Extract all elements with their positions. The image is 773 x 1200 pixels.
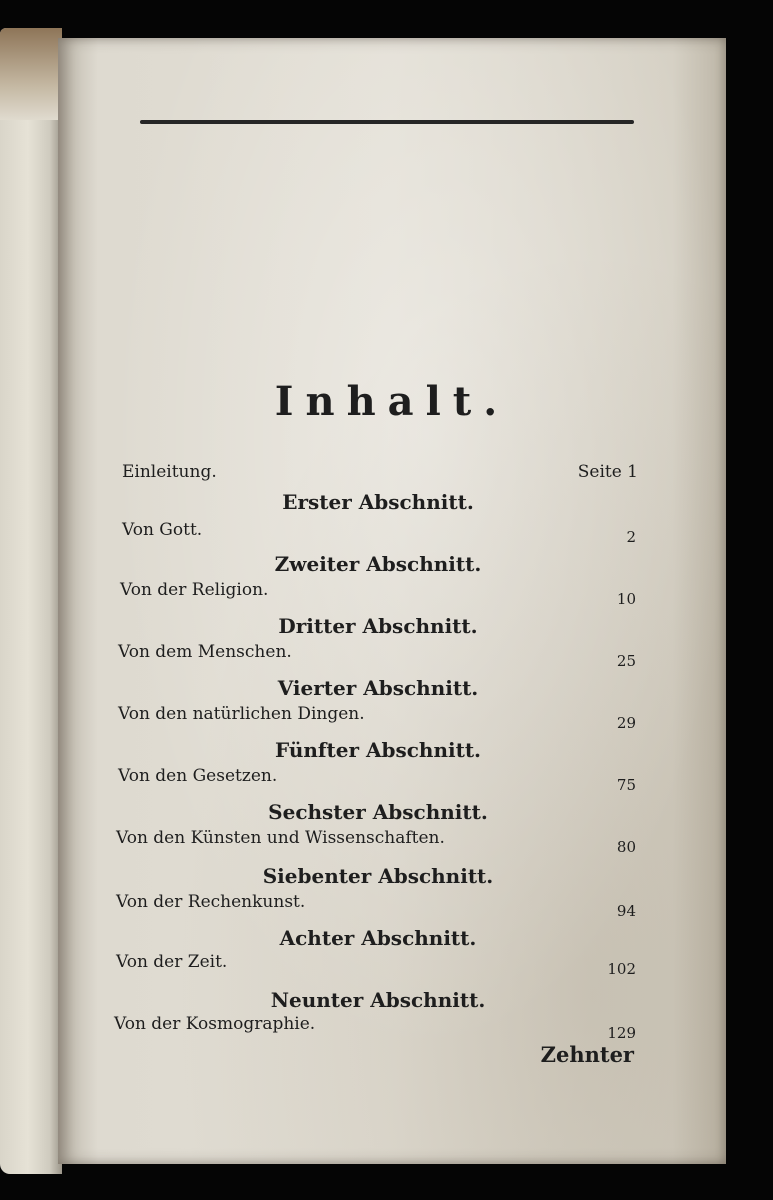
book-page <box>58 38 726 1164</box>
section-page-number: 2 <box>626 528 636 546</box>
section-page-number: 29 <box>616 714 636 732</box>
section-entry: Von den Gesetzen. <box>118 766 278 786</box>
section-heading: Fünfter Abschnitt. <box>274 738 482 762</box>
section-entry: Von der Zeit. <box>116 952 228 972</box>
section-entry: Von Gott. <box>122 520 203 540</box>
section-heading: Erster Abschnitt. <box>282 490 474 514</box>
section-page-number: 25 <box>616 652 636 670</box>
header-rule <box>140 120 634 124</box>
section-heading: Zweiter Abschnitt. <box>274 552 482 576</box>
section-heading: Vierter Abschnitt. <box>277 676 479 700</box>
page-title: Inhalt. <box>274 378 510 425</box>
section-page-number: 102 <box>607 960 636 978</box>
section-heading: Sechster Abschnitt. <box>268 800 488 824</box>
left-page-edge <box>0 28 62 1174</box>
section-entry: Von der Kosmographie. <box>114 1014 316 1034</box>
section-page-number: 75 <box>616 776 636 794</box>
section-entry: Von dem Menschen. <box>118 642 292 662</box>
section-heading: Achter Abschnitt. <box>279 926 477 950</box>
section-page-number: 10 <box>616 590 636 608</box>
catchword: Zehnter <box>540 1042 634 1067</box>
section-entry: Von den natürlichen Dingen. <box>118 704 365 724</box>
intro-entry: Einleitung. <box>122 462 217 482</box>
section-page-number: 94 <box>616 902 636 920</box>
intro-page-number: Seite 1 <box>577 462 638 482</box>
spine-edge <box>0 28 62 120</box>
section-entry: Von der Rechenkunst. <box>116 892 306 912</box>
section-heading: Dritter Abschnitt. <box>278 614 478 638</box>
section-entry: Von den Künsten und Wissenschaften. <box>116 828 445 848</box>
section-heading: Neunter Abschnitt. <box>270 988 486 1012</box>
section-entry: Von der Religion. <box>120 580 269 600</box>
section-page-number: 80 <box>616 838 636 856</box>
section-heading: Siebenter Abschnitt. <box>262 864 494 888</box>
section-page-number: 129 <box>607 1024 636 1042</box>
